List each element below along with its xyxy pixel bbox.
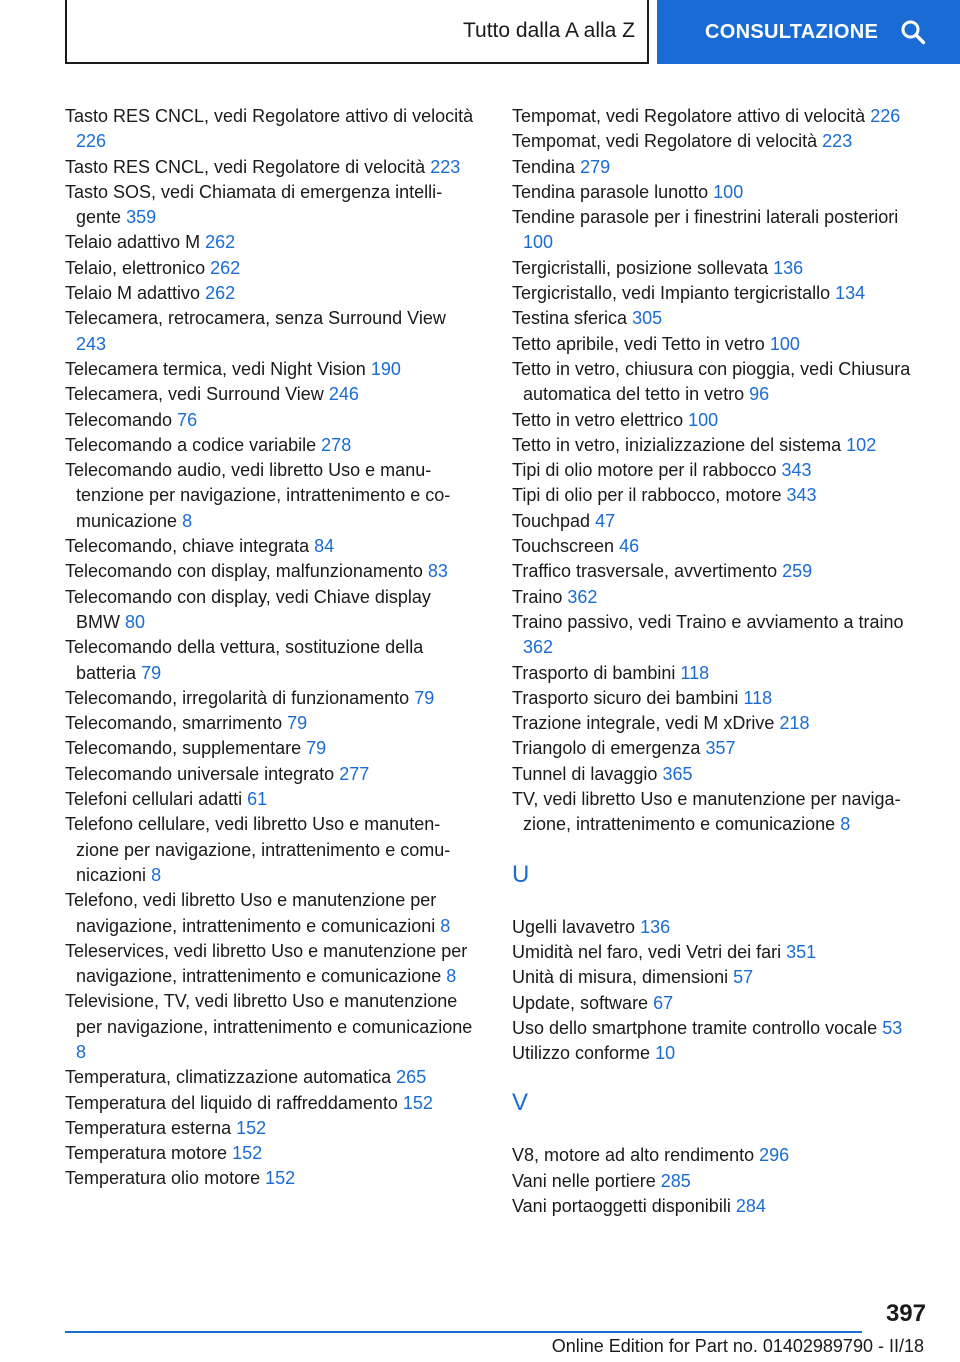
index-entry: [65, 433, 475, 458]
page-reference-link[interactable]: 136: [640, 916, 671, 937]
page-reference-link[interactable]: 8: [440, 915, 451, 936]
page-reference-link[interactable]: 152: [236, 1117, 267, 1138]
index-entry-text: Telecomando a codice variabile: [65, 434, 317, 455]
page-reference-link[interactable]: 362: [567, 586, 598, 607]
index-entry: [512, 104, 932, 129]
page-reference-link[interactable]: 246: [328, 384, 359, 405]
page-reference-link[interactable]: 284: [735, 1195, 766, 1216]
index-entry-text: Traffico trasversale, avvertimento: [512, 561, 778, 582]
index-entry: [512, 686, 932, 711]
index-entry-text: Touchpad: [512, 510, 591, 531]
index-entry-text: Tempomat, vedi Regolatore di velocità: [512, 131, 818, 152]
page-reference-link[interactable]: 67: [653, 992, 674, 1013]
index-entry-text: Telaio M adattivo: [65, 283, 201, 304]
index-entry: [65, 306, 475, 357]
index-entry-text: Trasporto di bambini: [512, 662, 676, 683]
page-reference-link[interactable]: 8: [76, 1041, 87, 1062]
section-title-text: Tutto dalla A alla Z: [463, 19, 635, 42]
page-reference-link[interactable]: 223: [430, 156, 461, 177]
index-entry-text: Telecomando con display, vedi Chiave display BMW: [65, 586, 431, 632]
index-entry: [65, 1065, 475, 1090]
index-entry: [512, 991, 932, 1016]
index-entry: [65, 736, 475, 761]
page-reference-link[interactable]: 61: [247, 789, 268, 810]
page-reference-link[interactable]: 118: [743, 687, 773, 708]
index-entry-text: Tetto apribile, vedi Tetto in vetro: [512, 333, 765, 354]
index-entry: [512, 940, 932, 965]
index-entry-text: Temperatura esterna: [65, 1117, 232, 1138]
index-entry-text: Vani portaoggetti disponibili: [512, 1195, 731, 1216]
page-reference-link[interactable]: 343: [781, 460, 812, 481]
index-entry: [512, 509, 932, 534]
index-entry-text: Trazione integrale, vedi M xDrive: [512, 713, 775, 734]
index-entry-text: Utilizzo conforme: [512, 1043, 651, 1064]
page-reference-link[interactable]: 285: [660, 1170, 691, 1191]
index-entry: [65, 762, 475, 787]
chapter-title-text: CONSULTAZIONE: [705, 20, 879, 43]
page-reference-link[interactable]: 47: [595, 510, 616, 531]
index-entry: [512, 762, 932, 787]
section-letter-v: V: [512, 1089, 529, 1117]
index-entry-text: Traino: [512, 586, 563, 607]
index-entry: [65, 635, 475, 686]
index-entry-text: V8, motore ad alto rendimento: [512, 1145, 755, 1166]
search-icon[interactable]: [900, 19, 926, 45]
index-entry: [512, 661, 932, 686]
index-entry: [65, 812, 475, 888]
index-entry-text: Telecomando, supplementare: [65, 738, 302, 759]
page-reference-link[interactable]: 223: [822, 131, 853, 152]
footer-edition: [552, 1336, 924, 1357]
index-entry: [65, 180, 475, 231]
page-reference-link[interactable]: 365: [662, 763, 693, 784]
page-reference-link[interactable]: 53: [882, 1017, 903, 1038]
page-reference-link[interactable]: 79: [287, 713, 308, 734]
index-entry: [65, 256, 475, 281]
index-entry-text: Tendina: [512, 156, 576, 177]
index-entry: [65, 1141, 475, 1166]
page-reference-link[interactable]: 134: [835, 283, 866, 304]
index-entry: [512, 585, 932, 610]
edition-text: Online Edition for Part no. 01402989790 - II/18: [551, 1336, 924, 1356]
index-entry: [512, 205, 932, 256]
index-entry: [512, 1041, 932, 1066]
index-entry-text: Update, software: [512, 992, 649, 1013]
index-entry-text: Tergicristalli, posizione sollevata: [512, 257, 769, 278]
page-number: 397: [885, 1300, 926, 1327]
page-reference-link[interactable]: 262: [205, 232, 236, 253]
index-entry: [65, 357, 475, 382]
section-letter-u: U: [512, 860, 530, 888]
index-entry-text: Tetto in vetro, inizializzazione del sistema: [512, 434, 842, 455]
index-entry-text: Ugelli lavavetro: [512, 916, 636, 937]
index-entry-text: Telecomando, irregolarità di funzionamento: [65, 687, 410, 708]
index-entry-text: Tipi di olio motore per il rabbocco: [512, 460, 777, 481]
index-entry: [65, 585, 475, 636]
index-entry: [512, 357, 932, 408]
page-reference-link[interactable]: 362: [523, 637, 554, 658]
index-entry-text: Temperatura olio motore: [65, 1168, 261, 1189]
index-entry: [512, 1016, 932, 1041]
index-entry-text: Tendine parasole per i finestrini laterali posteriori: [512, 207, 899, 228]
index-entry-text: Uso dello smartphone tramite controllo vocale: [512, 1017, 878, 1038]
index-entry: [65, 989, 475, 1065]
index-entry-text: Televisione, TV, vedi libretto Uso e manutenzione per navigazione, intrattenimento e comunicazione: [65, 991, 473, 1037]
index-entry: [512, 711, 932, 736]
index-entry: [65, 686, 475, 711]
page-reference-link[interactable]: 76: [177, 409, 198, 430]
page-reference-link[interactable]: 100: [688, 409, 719, 430]
page-reference-link[interactable]: 80: [125, 611, 146, 632]
index-entry: [512, 483, 932, 508]
index-entry: [512, 1169, 932, 1194]
index-entry-text: TV, vedi libretto Uso e manutenzione per navigazione, intrattenimento e comunicazione: [512, 789, 901, 835]
index-entry-text: Tasto RES CNCL, vedi Regolatore di velocità: [65, 156, 426, 177]
index-entry: [512, 306, 932, 331]
index-entry-text: Touchscreen: [512, 536, 615, 557]
index-entry-text: Telecomando della vettura, sostituzione della batteria: [65, 637, 424, 683]
page-reference-link[interactable]: 84: [314, 536, 335, 557]
index-entry-text: Trasporto sicuro dei bambini: [512, 687, 739, 708]
index-entry: [512, 256, 932, 281]
index-entry-text: Telecomando, chiave integrata: [65, 536, 310, 557]
index-entry-text: Telecamera, vedi Surround View: [65, 384, 324, 405]
index-entry-text: Tempomat, vedi Regolatore attivo di velocità: [512, 106, 866, 126]
index-entry: [65, 230, 475, 255]
index-entry-text: Telecomando audio, vedi libretto Uso e manutenzione per navigazione, intrattenimento e comunicazione: [65, 460, 451, 531]
page-reference-link[interactable]: 79: [306, 738, 327, 759]
page-reference-link[interactable]: 218: [779, 713, 810, 734]
index-entry: [65, 382, 475, 407]
index-entry-text: Testina sferica: [512, 308, 628, 329]
index-entry-text: Temperatura motore: [65, 1143, 228, 1164]
index-entry: [512, 155, 932, 180]
index-group-v: [512, 1143, 932, 1219]
index-entry-text: Telecomando universale integrato: [65, 763, 335, 784]
index-entry: [512, 458, 932, 483]
index-entry: [512, 1143, 932, 1168]
index-group-u: [512, 915, 932, 1067]
index-entry: [512, 408, 932, 433]
header-chapter-tab[interactable]: [657, 0, 960, 64]
index-entry-text: Unità di misura, dimensioni: [512, 967, 729, 988]
index-entry-text: Tendina parasole lunotto: [512, 181, 709, 202]
index-entry-text: Tasto RES CNCL, vedi Regolatore attivo di velocità: [65, 106, 474, 126]
page-reference-link[interactable]: 10: [655, 1043, 676, 1064]
index-entry-text: Telaio adattivo M: [65, 232, 201, 253]
index-column-right: [512, 104, 932, 1219]
page-reference-link[interactable]: 102: [846, 434, 877, 455]
page-reference-link[interactable]: 351: [786, 941, 817, 962]
index-entry-text: Telefoni cellulari adatti: [65, 789, 243, 810]
page-reference-link[interactable]: 118: [680, 662, 710, 683]
index-entry-text: Tetto in vetro elettrico: [512, 409, 684, 430]
page-reference-link[interactable]: 296: [759, 1145, 790, 1166]
index-entry-text: Telaio, elettronico: [65, 257, 206, 278]
index-entry: [512, 1194, 932, 1219]
index-entry: [65, 939, 475, 990]
index-entry-text: Tipi di olio per il rabbocco, motore: [512, 485, 782, 506]
index-entry: [512, 534, 932, 559]
index-entry-text: Triangolo di emergenza: [512, 738, 701, 759]
page-reference-link[interactable]: 305: [632, 308, 663, 329]
index-entry: [512, 129, 932, 154]
index-entry: [65, 155, 475, 180]
index-entry-text: Tasto SOS, vedi Chiamata di emergenza intelligente: [65, 181, 443, 228]
page-reference-link[interactable]: 8: [151, 864, 162, 885]
page-reference-link[interactable]: 265: [396, 1067, 427, 1088]
page-reference-link[interactable]: 226: [870, 106, 901, 126]
page-reference-link[interactable]: 277: [339, 763, 370, 784]
page-reference-link[interactable]: 96: [749, 384, 770, 405]
page-reference-link[interactable]: 243: [76, 333, 107, 354]
page-reference-link[interactable]: 262: [205, 283, 236, 304]
page-reference-link[interactable]: 226: [76, 131, 107, 152]
page-reference-link[interactable]: 190: [370, 358, 401, 379]
index-entry: [65, 104, 475, 155]
index-column-left: [65, 104, 475, 1192]
index-entry: [65, 1116, 475, 1141]
index-entry-text: Telefono cellulare, vedi libretto Uso e manutenzione per navigazione, intrattenimento e comunicazioni: [65, 814, 451, 885]
index-entry-text: Telecomando con display, malfunzionamento: [65, 561, 423, 582]
index-entry-text: Tergicristallo, vedi Impianto tergicristallo: [512, 283, 831, 304]
index-entry: [65, 534, 475, 559]
index-entry: [65, 281, 475, 306]
index-entry: [512, 610, 932, 661]
page-reference-link[interactable]: 79: [414, 687, 435, 708]
index-entry: [512, 736, 932, 761]
index-entry: [512, 559, 932, 584]
index-entry-text: Telecomando: [65, 409, 173, 430]
page-reference-link[interactable]: 152: [265, 1168, 296, 1189]
page-reference-link[interactable]: 46: [619, 536, 640, 557]
page-reference-link[interactable]: 8: [182, 510, 193, 531]
page-reference-link[interactable]: 83: [427, 561, 448, 582]
page-reference-link[interactable]: 343: [786, 485, 817, 506]
index-entry-text: Vani nelle portiere: [512, 1170, 656, 1191]
index-entry-text: Traino passivo, vedi Traino e avviamento a traino: [512, 611, 904, 632]
index-entry-text: Telecomando, smarrimento: [65, 713, 283, 734]
page-reference-link[interactable]: 8: [446, 966, 457, 987]
header-section-title: [65, 0, 649, 64]
index-entry: [512, 332, 932, 357]
index-entry-text: Telecamera termica, vedi Night Vision: [65, 358, 366, 379]
index-entry: [65, 408, 475, 433]
page-reference-link[interactable]: 152: [232, 1143, 263, 1164]
index-entry: [65, 711, 475, 736]
index-entry: [65, 559, 475, 584]
page-reference-link[interactable]: 152: [402, 1092, 433, 1113]
index-entry-text: Telefono, vedi libretto Uso e manutenzione per navigazione, intrattenimento e comunicazioni: [65, 890, 437, 936]
page-reference-link[interactable]: 359: [126, 207, 157, 228]
index-entry: [512, 965, 932, 990]
index-entry: [512, 433, 932, 458]
page-reference-link[interactable]: 100: [713, 181, 744, 202]
page-reference-link[interactable]: 262: [210, 257, 241, 278]
index-entry: [65, 1091, 475, 1116]
index-entry-text: Temperatura del liquido di raffreddamento: [65, 1092, 398, 1113]
page-reference-link[interactable]: 100: [769, 333, 800, 354]
page-reference-link[interactable]: 259: [782, 561, 813, 582]
page-reference-link[interactable]: 278: [321, 434, 352, 455]
page-reference-link[interactable]: 100: [523, 232, 554, 253]
index-entry-text: Tetto in vetro, chiusura con pioggia, vedi Chiusura automatica del tetto in vetro: [512, 358, 911, 405]
index-entry-text: Tunnel di lavaggio: [512, 763, 658, 784]
page-reference-link[interactable]: 57: [733, 967, 754, 988]
index-entry-text: Umidità nel faro, vedi Vetri dei fari: [512, 941, 782, 962]
index-entry: [65, 1166, 475, 1191]
index-entry-text: Temperatura, climatizzazione automatica: [65, 1067, 392, 1088]
page-reference-link[interactable]: 136: [773, 257, 804, 278]
footer-divider: [65, 1331, 862, 1333]
index-entry: [65, 888, 475, 939]
index-group-t: [512, 104, 932, 838]
index-entry-text: Telecamera, retrocamera, senza Surround View: [65, 308, 446, 329]
index-entry: [512, 180, 932, 205]
page-reference-link[interactable]: 279: [580, 156, 611, 177]
index-entry-text: Teleservices, vedi libretto Uso e manutenzione per navigazione, intrattenimento e comunicazione: [65, 940, 468, 987]
page-reference-link[interactable]: 357: [705, 738, 736, 759]
index-entry: [512, 281, 932, 306]
page-reference-link[interactable]: 8: [840, 814, 851, 835]
index-entry: [512, 787, 932, 838]
page-reference-link[interactable]: 79: [141, 662, 162, 683]
index-entry: [65, 787, 475, 812]
index-entry: [512, 915, 932, 940]
index-entry: [65, 458, 475, 534]
